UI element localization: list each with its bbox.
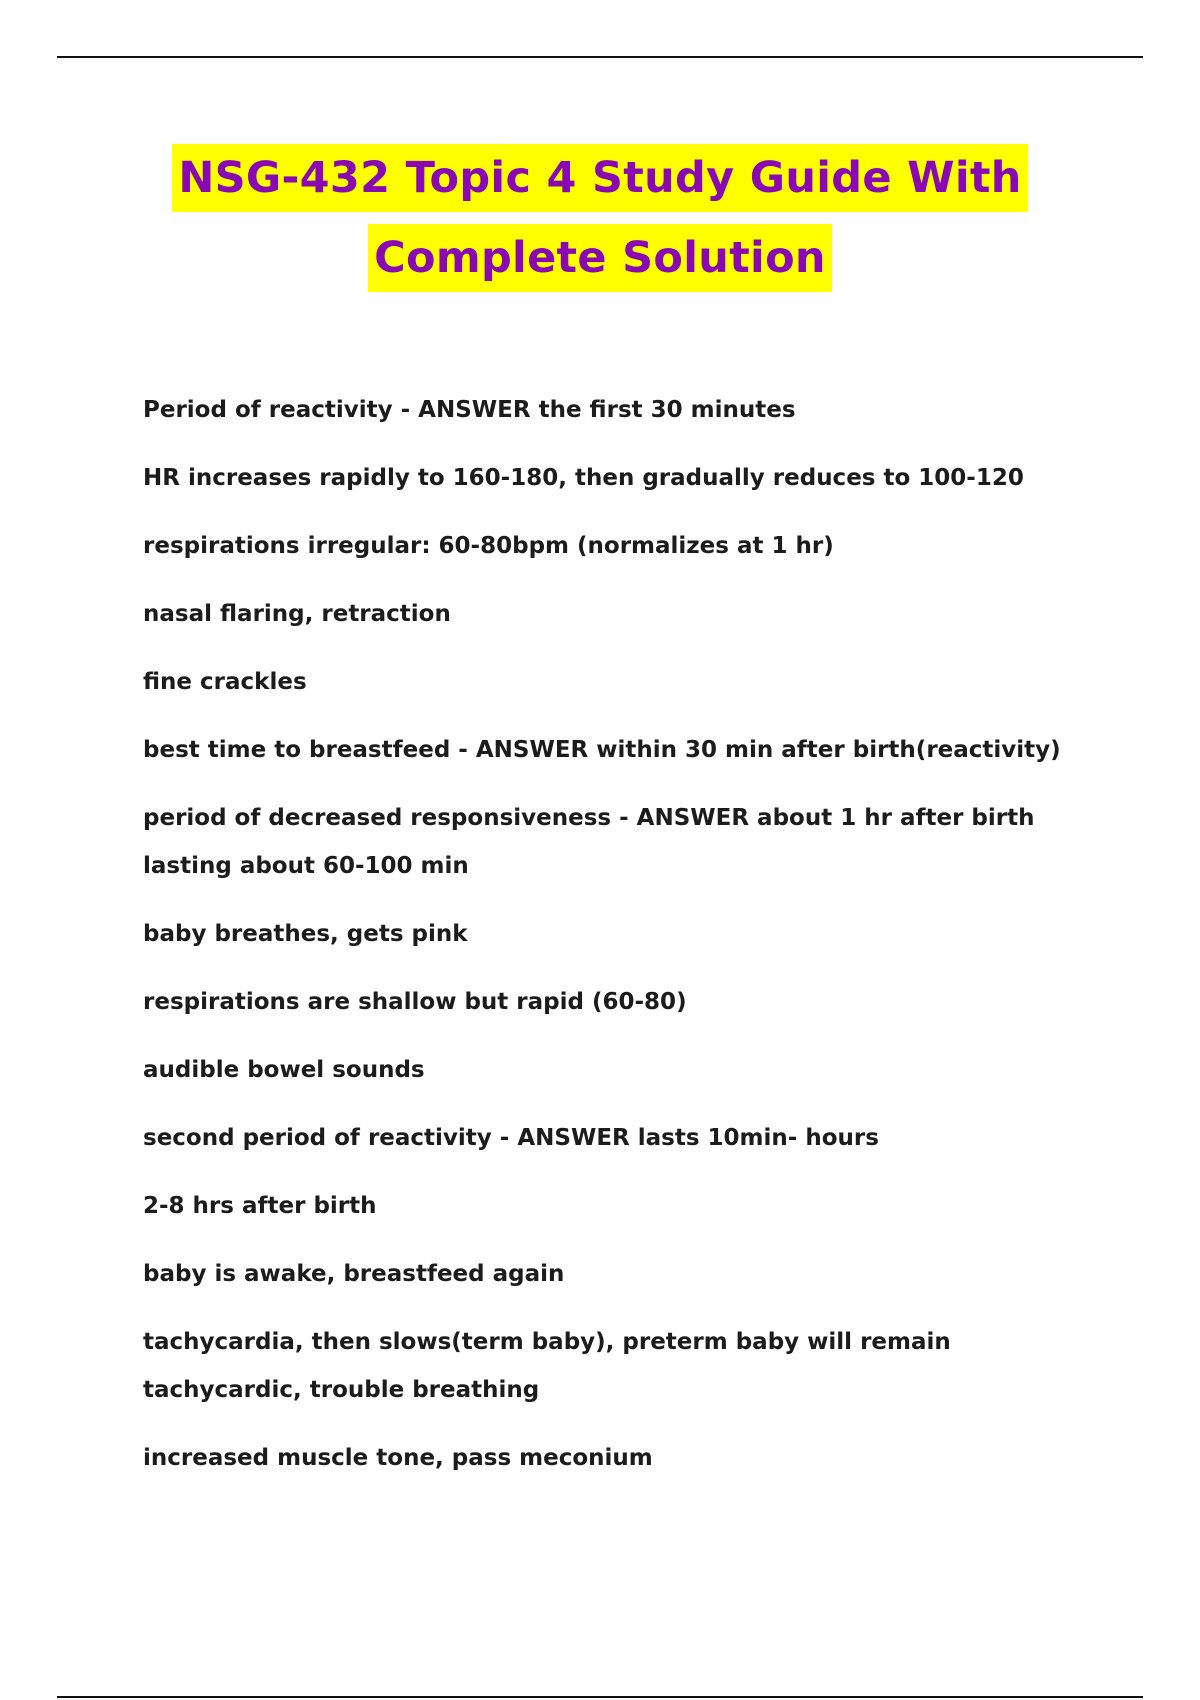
page-title (0, 144, 1200, 292)
list-item: best time to breastfeed - ANSWER within 30 min after birth(reactivity) (143, 737, 1061, 763)
list-item: baby is awake, breastfeed again (143, 1261, 565, 1287)
list-item: 2-8 hrs after birth (143, 1193, 377, 1219)
list-item: respirations irregular: 60-80bpm (normalizes at 1 hr) (143, 533, 834, 559)
study-guide-content (143, 386, 1093, 1502)
list-item: increased muscle tone, pass meconium (143, 1445, 653, 1471)
list-item: nasal flaring, retraction (143, 601, 451, 627)
list-item: audible bowel sounds (143, 1057, 425, 1083)
list-item: period of decreased responsiveness - ANSWER about 1 hr after birth lasting about 60-100 min (143, 805, 1035, 879)
list-item: tachycardia, then slows(term baby), preterm baby will remain tachycardic, trouble breathing (143, 1329, 951, 1403)
top-rule (57, 56, 1143, 58)
list-item: second period of reactivity - ANSWER lasts 10min- hours (143, 1125, 879, 1151)
title-line-1: NSG-432 Topic 4 Study Guide With (172, 144, 1027, 212)
title-line-2: Complete Solution (368, 224, 832, 292)
list-item: baby breathes, gets pink (143, 921, 468, 947)
list-item: fine crackles (143, 669, 307, 695)
list-item: Period of reactivity - ANSWER the first 30 minutes (143, 397, 796, 423)
list-item: HR increases rapidly to 160-180, then gradually reduces to 100-120 (143, 465, 1024, 491)
list-item: respirations are shallow but rapid (60-80) (143, 989, 687, 1015)
bottom-rule (57, 1696, 1143, 1698)
